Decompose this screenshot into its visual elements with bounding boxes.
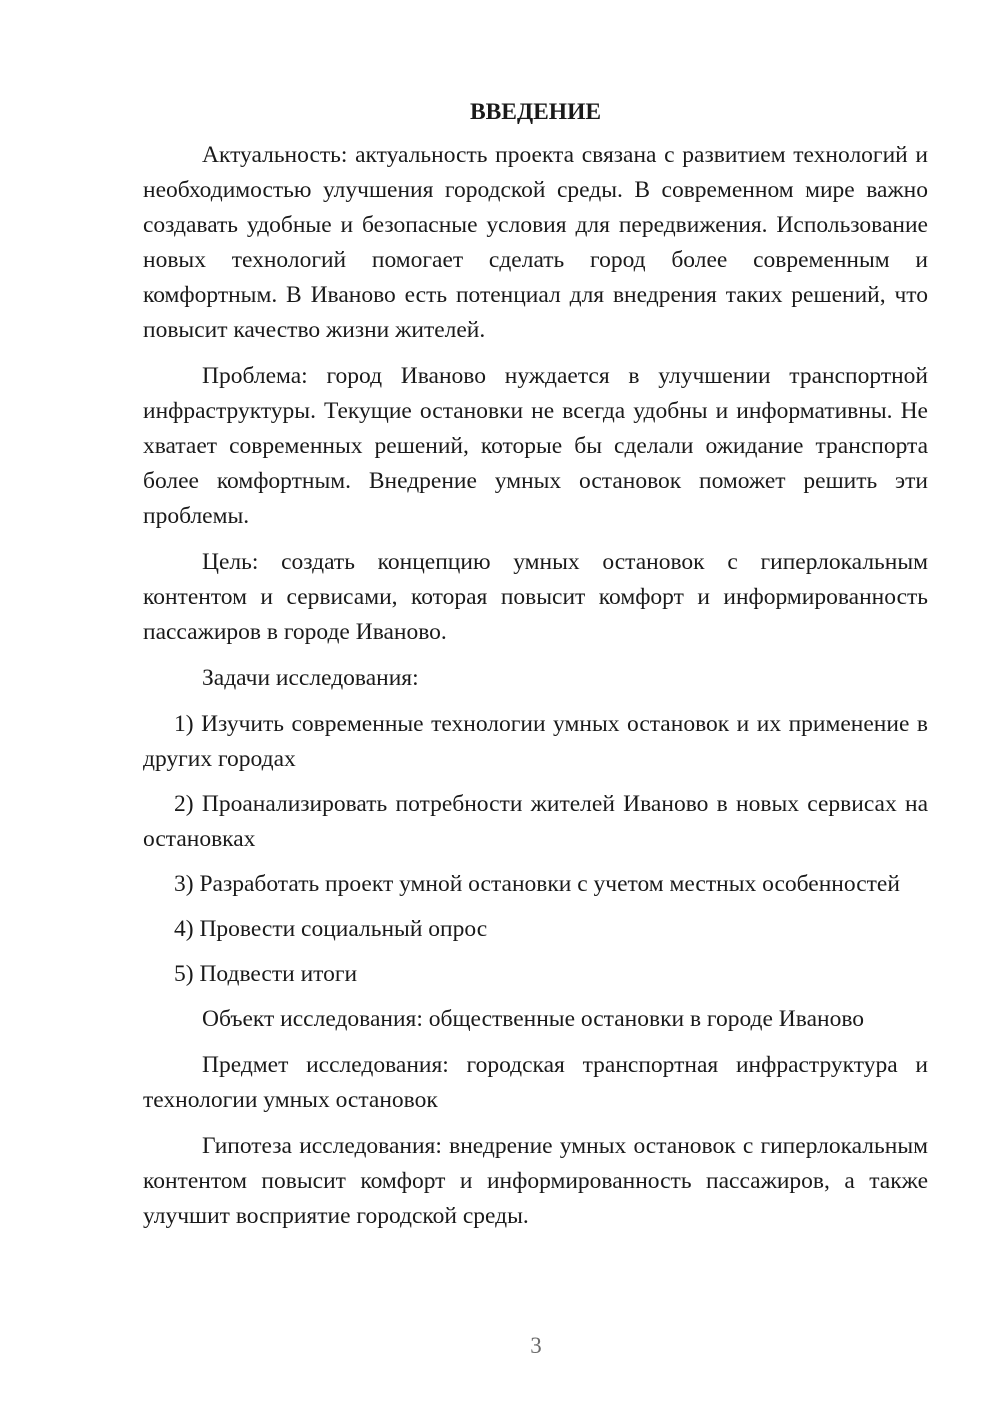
task-item-1: 1) Изучить современные технологии умных остановок и их применение в других городах (143, 711, 928, 772)
problem-paragraph: Проблема: город Иваново нуждается в улучшении транспортной инфраструктуры. Текущие остановки не всегда удобны и информативны. Не хватает современных решений, которые бы сделали ожидание транспорта более комфортным. Внедрение умных остановок поможет решить эти проблемы. (143, 363, 928, 529)
hypothesis-paragraph: Гипотеза исследования: внедрение умных остановок с гиперлокальным контентом повысит комфорт и информированность пассажиров, а также улучшит восприятие городской среды. (143, 1133, 928, 1229)
page-content (143, 95, 928, 1234)
task-item-2: 2) Проанализировать потребности жителей Иваново в новых сервисах на остановках (143, 791, 928, 852)
task-item-4: 4) Провести социальный опрос (174, 916, 488, 942)
task-item-3: 3) Разработать проект умной остановки с учетом местных особенностей (174, 871, 900, 897)
tasks-title: Задачи исследования: (202, 665, 419, 691)
object-paragraph: Объект исследования: общественные остановки в городе Иваново (202, 1006, 865, 1032)
page-number: 3 (530, 1333, 542, 1358)
goal-paragraph: Цель: создать концепцию умных остановок с гиперлокальным контентом и сервисами, которая повысит комфорт и информированность пассажиров в городе Иваново. (143, 549, 928, 645)
section-heading: ВВЕДЕНИЕ (469, 99, 602, 125)
relevance-paragraph: Актуальность: актуальность проекта связана с развитием технологий и необходимостью улучшения городской среды. В современном мире важно создавать удобные и безопасные условия для передвижения. Использование новых технологий помогает сделать город более современным и комфортным. В Иваново есть потенциал для внедрения таких решений, что повысит качество жизни жителей. (143, 142, 928, 343)
subject-paragraph: Предмет исследования: городская транспортная инфраструктура и технологии умных остановок (143, 1052, 928, 1113)
task-item-5: 5) Подвести итоги (174, 961, 358, 987)
